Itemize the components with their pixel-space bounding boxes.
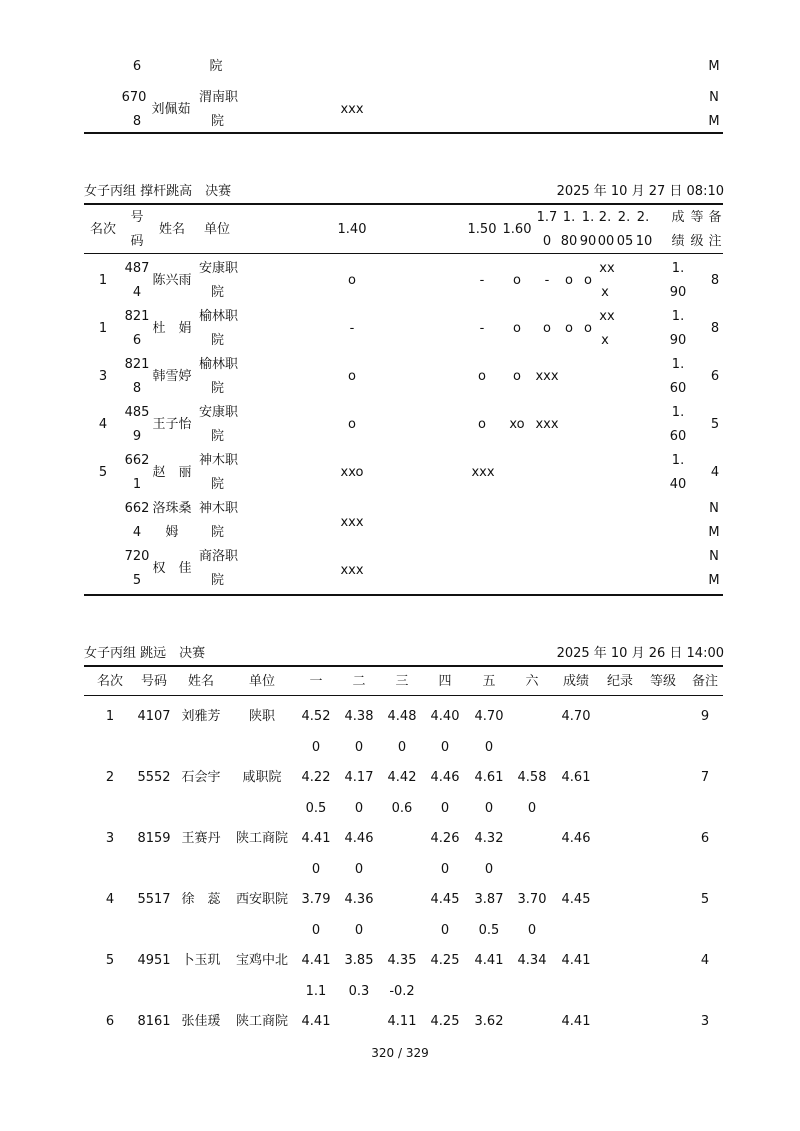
bib-cell: 720	[124, 549, 150, 564]
unit-cell: 院	[209, 59, 223, 74]
athlete-name: 陈兴雨	[152, 273, 192, 288]
attempt-mark: o	[348, 417, 356, 432]
unit-cell: 咸职院	[242, 770, 282, 785]
trial-mark: 4.41	[301, 953, 331, 968]
attempt-mark: -	[544, 273, 550, 288]
wind-reading: 0	[484, 862, 494, 877]
note-cell: 4	[700, 953, 710, 968]
note-cell: 6	[700, 831, 710, 846]
table-row	[0, 502, 800, 550]
col-height-210: 10	[635, 234, 653, 249]
attempt-mark: xxx	[471, 465, 495, 480]
result-cell: 1.	[671, 357, 685, 372]
attempt-mark: o	[565, 321, 573, 336]
note-cell: N	[709, 90, 719, 105]
athlete-name: 姆	[165, 525, 179, 540]
athlete-name: 杜 娟	[152, 321, 192, 336]
col-grade: 级	[690, 234, 704, 249]
trial-mark: 4.40	[430, 709, 460, 724]
trial-mark: 4.61	[474, 770, 504, 785]
trial-mark: 4.46	[430, 770, 460, 785]
result-cell: 4.45	[561, 892, 591, 907]
table-row	[0, 454, 800, 502]
rank-cell: 1	[105, 709, 115, 724]
trial-mark: 3.79	[301, 892, 331, 907]
unit-cell: 榆林职	[198, 357, 238, 372]
header-bottom-rule	[84, 253, 723, 254]
unit-cell: 榆林职	[198, 309, 238, 324]
col-trial-4: 四	[438, 674, 452, 689]
result-cell: 4.61	[561, 770, 591, 785]
col-height-150: 1.50	[467, 222, 497, 237]
attempt-mark: o	[348, 273, 356, 288]
rank-cell: 3	[98, 369, 108, 384]
rank-cell: 1	[98, 273, 108, 288]
athlete-name: 赵 丽	[152, 465, 192, 480]
unit-cell: 院	[210, 573, 224, 588]
col-name: 姓名	[187, 674, 215, 689]
result-cell: 1.	[671, 261, 685, 276]
wind-reading: 1.1	[305, 984, 327, 999]
bib-cell: 4107	[137, 709, 171, 724]
athlete-name: 韩雪婷	[152, 369, 192, 384]
col-height-180: 80	[560, 234, 578, 249]
attempt-mark: xxx	[340, 563, 364, 578]
trial-mark: 4.25	[430, 1014, 460, 1029]
result-cell: 90	[669, 333, 687, 348]
result-cell: 1.	[671, 309, 685, 324]
col-unit: 单位	[248, 674, 276, 689]
col-bib: 码	[130, 234, 144, 249]
note-cell: 7	[700, 770, 710, 785]
trial-mark: 4.52	[301, 709, 331, 724]
attempt-mark: o	[584, 273, 592, 288]
result-cell: 4.70	[561, 709, 591, 724]
unit-cell: 院	[210, 285, 224, 300]
col-height-190: 90	[579, 234, 597, 249]
bib-cell: 821	[124, 357, 150, 372]
result-cell: 1.	[671, 405, 685, 420]
trial-mark: 4.25	[430, 953, 460, 968]
athlete-name: 洛珠桑	[152, 501, 192, 516]
trial-mark: 4.46	[344, 831, 374, 846]
wind-reading: 0	[440, 862, 450, 877]
bib-cell: 670	[121, 90, 147, 105]
result-cell: 4.46	[561, 831, 591, 846]
result-cell: 60	[669, 381, 687, 396]
bib-cell: 662	[124, 453, 150, 468]
attempt-mark: o	[565, 273, 573, 288]
trial-mark: 4.22	[301, 770, 331, 785]
bib-cell: 1	[132, 477, 142, 492]
wind-reading: 0.6	[391, 801, 413, 816]
trial-mark: 3.62	[474, 1014, 504, 1029]
attempt-mark: -	[479, 321, 485, 336]
attempt-mark: xxx	[340, 102, 364, 117]
unit-cell: 神木职	[198, 453, 238, 468]
col-trial-2: 二	[352, 674, 366, 689]
wind-reading: 0	[354, 740, 364, 755]
attempt-mark: o	[348, 369, 356, 384]
bib-cell: 8	[132, 381, 142, 396]
bib-cell: 8	[132, 114, 142, 129]
col-note: 注	[708, 234, 722, 249]
col-name: 姓名	[158, 222, 186, 237]
attempt-mark: o	[478, 417, 486, 432]
attempt-mark: xxx	[340, 515, 364, 530]
attempt-mark: xo	[509, 417, 525, 432]
result-cell: 1.	[671, 453, 685, 468]
unit-cell: 宝鸡中北	[235, 953, 289, 968]
result-cell: 4.41	[561, 953, 591, 968]
col-result: 成绩	[562, 674, 590, 689]
bib-cell: 485	[124, 405, 150, 420]
event-title: 女子丙组 跳远 决赛	[84, 646, 206, 661]
athlete-name: 石会宇	[181, 770, 221, 785]
col-note: 备注	[691, 674, 719, 689]
attempt-mark: x	[601, 333, 609, 348]
note-cell: 4	[710, 465, 720, 480]
attempt-mark: xxx	[535, 417, 559, 432]
col-height-180: 1.	[562, 210, 576, 225]
rank-cell: 4	[98, 417, 108, 432]
attempt-mark: xxx	[535, 369, 559, 384]
unit-cell: 院	[210, 429, 224, 444]
bib-cell: 6	[132, 59, 142, 74]
athlete-name: 张佳瑗	[181, 1014, 221, 1029]
bib-cell: 5517	[137, 892, 171, 907]
wind-reading: 0	[440, 923, 450, 938]
unit-cell: 陕工商院	[235, 1014, 289, 1029]
rank-cell: 6	[105, 1014, 115, 1029]
table-bottom-rule	[84, 594, 723, 596]
wind-reading: 0	[311, 740, 321, 755]
bib-cell: 6	[132, 333, 142, 348]
trial-mark: 4.42	[387, 770, 417, 785]
note-cell: 3	[700, 1014, 710, 1029]
trial-mark: 3.85	[344, 953, 374, 968]
trial-mark: 4.17	[344, 770, 374, 785]
table-row	[0, 262, 800, 310]
result-cell: 4.41	[561, 1014, 591, 1029]
col-height-160: 1.60	[502, 222, 532, 237]
col-height-205: 2.	[617, 210, 631, 225]
wind-reading: 0	[311, 923, 321, 938]
col-result: 绩	[671, 234, 685, 249]
trial-mark: 4.11	[387, 1014, 417, 1029]
unit-cell: 商洛职	[198, 549, 238, 564]
col-height-210: 2.	[636, 210, 650, 225]
attempt-mark: o	[513, 369, 521, 384]
note-cell: 9	[700, 709, 710, 724]
trial-mark: 4.38	[344, 709, 374, 724]
trial-mark: 4.48	[387, 709, 417, 724]
col-bib: 号码	[140, 674, 168, 689]
trial-mark: 4.26	[430, 831, 460, 846]
trial-mark: 4.41	[474, 953, 504, 968]
wind-reading: 0	[484, 801, 494, 816]
note-cell: M	[708, 573, 720, 588]
bib-cell: 9	[132, 429, 142, 444]
bib-cell: 8161	[137, 1014, 171, 1029]
athlete-name: 刘佩茹	[151, 102, 191, 117]
col-height-190: 1.	[581, 210, 595, 225]
athlete-name: 王赛丹	[181, 831, 221, 846]
wind-reading: 0	[311, 862, 321, 877]
col-unit: 单位	[203, 222, 231, 237]
header-bottom-rule	[84, 695, 723, 696]
col-trial-6: 六	[525, 674, 539, 689]
table-row	[0, 550, 800, 598]
unit-cell: 陕工商院	[235, 831, 289, 846]
athlete-name: 刘雅芳	[181, 709, 221, 724]
wind-reading: 0.3	[348, 984, 370, 999]
bib-cell: 487	[124, 261, 150, 276]
col-height-170: 1.7	[536, 210, 558, 225]
wind-reading: 0	[354, 862, 364, 877]
attempt-mark: o	[478, 369, 486, 384]
col-height-170: 0	[542, 234, 552, 249]
rank-cell: 2	[105, 770, 115, 785]
bib-cell: 8159	[137, 831, 171, 846]
note-cell: 5	[700, 892, 710, 907]
col-bib: 号	[130, 210, 144, 225]
note-cell: 8	[710, 273, 720, 288]
attempt-mark: xx	[599, 309, 615, 324]
attempt-mark: o	[513, 321, 521, 336]
note-cell: 6	[710, 369, 720, 384]
note-cell: M	[708, 525, 720, 540]
attempt-mark: o	[513, 273, 521, 288]
wind-reading: 0	[484, 740, 494, 755]
table-bottom-rule	[84, 132, 723, 134]
bib-cell: 4951	[137, 953, 171, 968]
bib-cell: 821	[124, 309, 150, 324]
event-datetime: 2025 年 10 月 26 日 14:00	[556, 646, 724, 661]
header-top-rule	[84, 203, 723, 205]
attempt-mark: -	[349, 321, 355, 336]
wind-reading: 0	[527, 923, 537, 938]
bib-cell: 5	[132, 573, 142, 588]
rank-cell: 3	[105, 831, 115, 846]
athlete-name: 王子怡	[152, 417, 192, 432]
wind-reading: 0.5	[478, 923, 500, 938]
col-record: 纪录	[606, 674, 634, 689]
header-top-rule	[84, 665, 723, 667]
attempt-mark: x	[601, 285, 609, 300]
rank-cell: 1	[98, 321, 108, 336]
wind-reading: 0	[354, 923, 364, 938]
attempt-mark: -	[479, 273, 485, 288]
trial-mark: 4.35	[387, 953, 417, 968]
col-trial-1: 一	[309, 674, 323, 689]
attempt-mark: xxo	[340, 465, 364, 480]
result-cell: 90	[669, 285, 687, 300]
col-grade: 等	[690, 210, 704, 225]
attempt-mark: o	[543, 321, 551, 336]
col-height-200: 2.	[598, 210, 612, 225]
event-title: 女子丙组 撑杆跳高 决赛	[84, 184, 232, 199]
wind-reading: -0.2	[389, 984, 415, 999]
col-trial-5: 五	[482, 674, 496, 689]
athlete-name: 权 佳	[152, 561, 192, 576]
col-trial-3: 三	[395, 674, 409, 689]
event-datetime: 2025 年 10 月 27 日 08:10	[556, 184, 724, 199]
wind-reading: 0	[354, 801, 364, 816]
unit-cell: 陕职	[248, 709, 276, 724]
table-row	[0, 358, 800, 406]
attempt-mark: xx	[599, 261, 615, 276]
unit-cell: 西安职院	[235, 892, 289, 907]
unit-cell: 院	[210, 525, 224, 540]
col-note: 备	[708, 210, 722, 225]
wind-reading: 0	[440, 801, 450, 816]
note-cell: M	[708, 114, 720, 129]
trial-mark: 4.41	[301, 831, 331, 846]
rank-cell: 5	[105, 953, 115, 968]
col-grade: 等级	[649, 674, 677, 689]
trial-mark: 4.58	[517, 770, 547, 785]
unit-cell: 院	[210, 114, 224, 129]
trial-mark: 4.45	[430, 892, 460, 907]
wind-reading: 0	[397, 740, 407, 755]
note-cell: 8	[710, 321, 720, 336]
unit-cell: 安康职	[198, 261, 238, 276]
table-row	[0, 406, 800, 454]
col-result: 成	[671, 210, 685, 225]
bib-cell: 5552	[137, 770, 171, 785]
note-cell: N	[709, 501, 719, 516]
col-height-205: 05	[616, 234, 634, 249]
bib-cell: 4	[132, 525, 142, 540]
col-height-140: 1.40	[337, 222, 367, 237]
unit-cell: 渭南职	[198, 90, 238, 105]
wind-reading: 0.5	[305, 801, 327, 816]
result-cell: 60	[669, 429, 687, 444]
page-number: 320 / 329	[371, 1046, 429, 1060]
attempt-mark: o	[584, 321, 592, 336]
athlete-name: 卜玉玑	[181, 953, 221, 968]
rank-cell: 5	[98, 465, 108, 480]
unit-cell: 院	[210, 333, 224, 348]
trial-mark: 3.87	[474, 892, 504, 907]
result-cell: 40	[669, 477, 687, 492]
unit-cell: 神木职	[198, 501, 238, 516]
unit-cell: 院	[210, 381, 224, 396]
note-cell: N	[709, 549, 719, 564]
wind-reading: 0	[527, 801, 537, 816]
trial-mark: 4.41	[301, 1014, 331, 1029]
trial-mark: 4.34	[517, 953, 547, 968]
col-rank: 名次	[96, 674, 124, 689]
note-cell: M	[708, 59, 720, 74]
bib-cell: 662	[124, 501, 150, 516]
athlete-name: 徐 蕊	[181, 892, 221, 907]
col-height-200: 00	[597, 234, 615, 249]
unit-cell: 院	[210, 477, 224, 492]
bib-cell: 4	[132, 285, 142, 300]
trial-mark: 4.70	[474, 709, 504, 724]
note-cell: 5	[710, 417, 720, 432]
wind-reading: 0	[440, 740, 450, 755]
col-rank: 名次	[89, 222, 117, 237]
trial-mark: 3.70	[517, 892, 547, 907]
trial-mark: 4.32	[474, 831, 504, 846]
rank-cell: 4	[105, 892, 115, 907]
table-row	[0, 310, 800, 358]
unit-cell: 安康职	[198, 405, 238, 420]
trial-mark: 4.36	[344, 892, 374, 907]
